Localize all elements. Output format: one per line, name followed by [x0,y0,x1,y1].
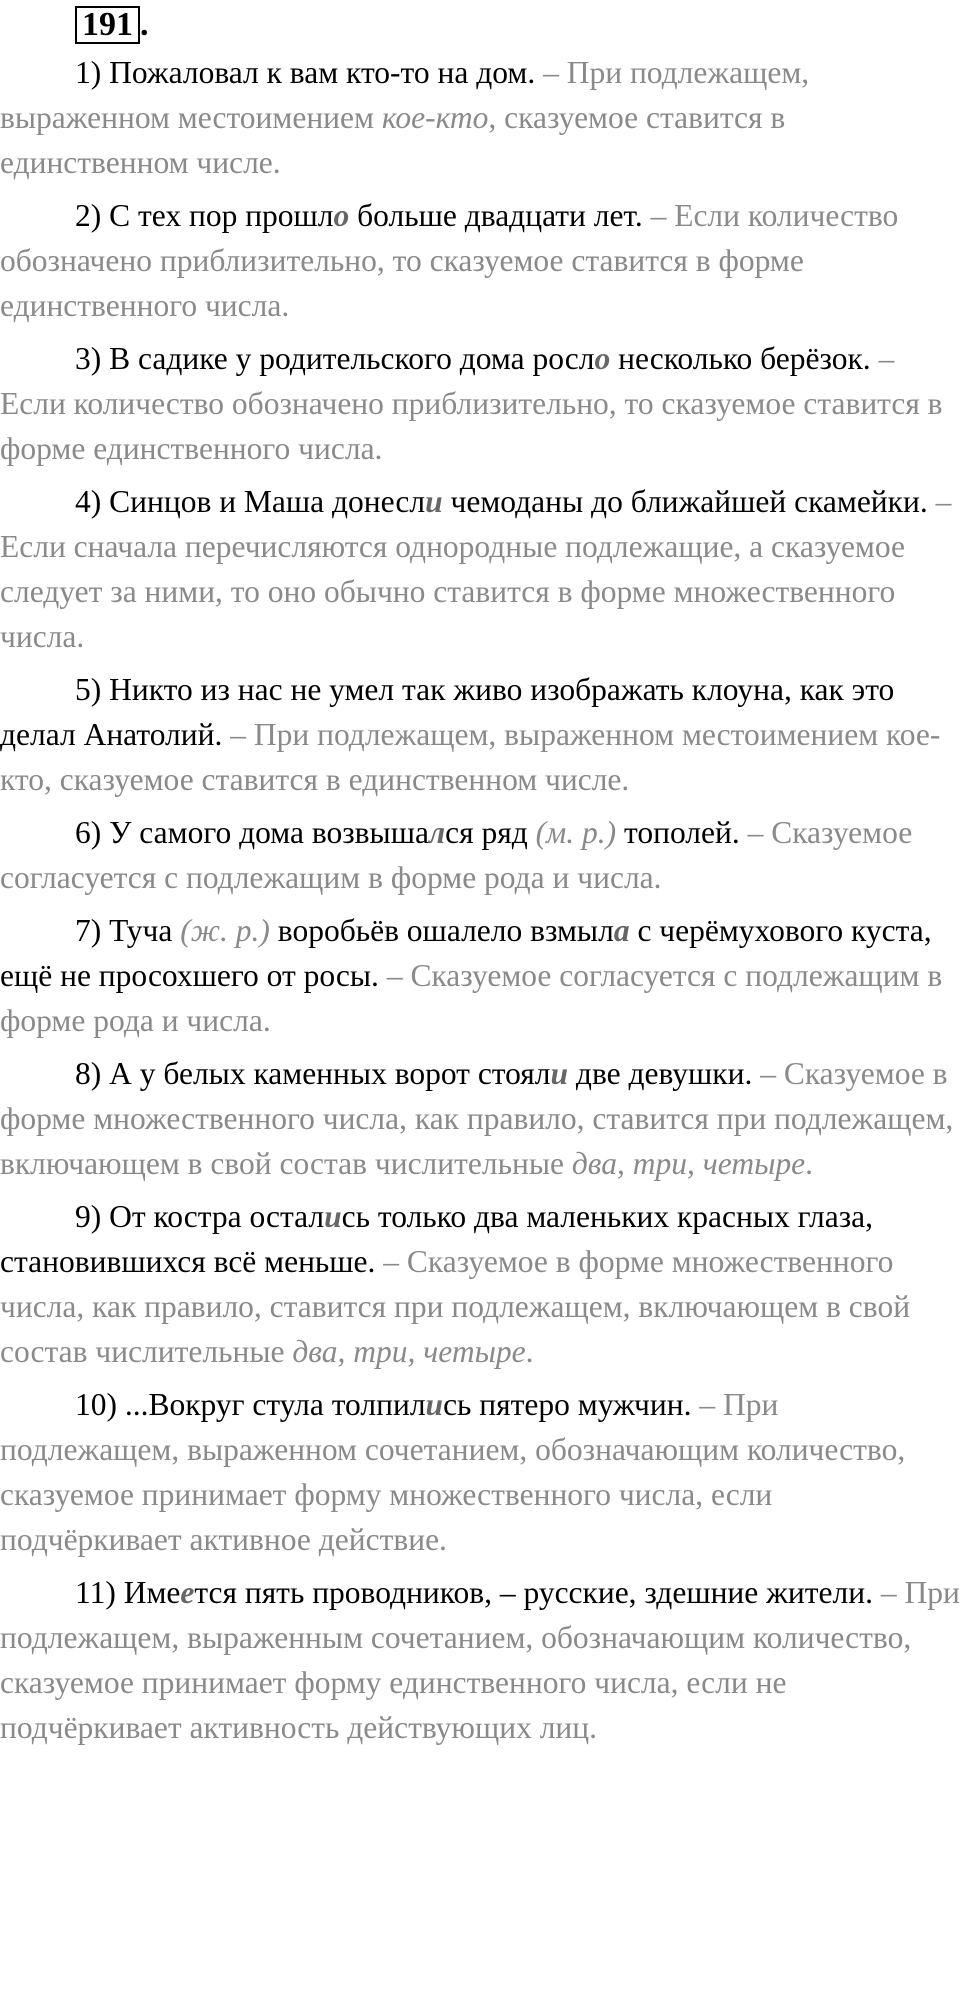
highlighted-ending: е [180,1575,195,1610]
sentence: 4) Синцов и Маша донесл [75,484,426,519]
sentence: воробьёв ошалело взмыл [269,913,614,948]
gender-note: (м. р.) [535,815,617,850]
highlighted-ending: а [613,913,630,948]
explanation: – Если сначала перечисляются однородные подлежащие, а сказуемое следует за ними, то оно обычно ставится в форме множественного числа. [0,484,952,654]
sentence: тся пять проводников, – русские, здешние жители. [194,1575,873,1610]
answer-item-11 [0,1570,960,1750]
answer-item-3 [0,336,960,471]
sentence: ся ряд [445,815,536,850]
answer-item-4 [0,479,960,659]
answer-item-2 [0,193,960,328]
answer-item-10 [0,1382,960,1562]
explanation: – При подлежащем, выраженным сочетанием, обозначающим количество, сказуемое принимает форму единственного числа, если не подчёркивает активность действующих лиц. [0,1575,960,1745]
answer-item-7 [0,908,960,1043]
explanation: – Сказуемое согласуется с подлежащим в форме рода и числа. [0,815,913,895]
explanation: – При подлежащем, выраженном местоимением кое-кто, сказуемое ставится в единственном числе. [0,55,810,180]
highlighted-ending: о [333,198,350,233]
highlighted-ending: л [428,815,446,850]
sentence: 1) Пожаловал к вам кто-то на дом. [75,55,536,90]
highlighted-ending: и [425,1387,444,1422]
explanation: – Сказуемое согласуется с подлежащим в форме рода и числа. [0,958,943,1038]
sentence: 2) С тех пор прошл [75,198,334,233]
exercise-number: 191 . [75,6,149,44]
sentence: сь пятеро мужчин. [443,1387,692,1422]
sentence: 7) Туча [75,913,181,948]
answer-item-9 [0,1194,960,1374]
highlighted-ending: о [594,341,611,376]
sentence: несколько берёзок. [610,341,871,376]
explanation: – Если количество обозначено приблизительно, то сказуемое ставится в форме единственного числа. [0,341,943,466]
example-word: кое-кто [381,100,489,135]
exercise-number-box: 191 [75,6,140,44]
explanation: – Если количество обозначено приблизительно, то сказуемое ставится в форме единственного числа. [0,198,899,323]
answer-item-6 [0,810,960,900]
sentence: чемоданы до ближайшей скамейки. [442,484,928,519]
highlighted-ending: и [425,484,443,519]
sentence: 6) У самого дома возвыша [75,815,429,850]
sentence: 8) А у белых каменных ворот стоял [75,1056,551,1091]
answer-list [0,50,960,1750]
sentence: 10) ...Вокруг стула толпил [75,1387,426,1422]
highlighted-ending: и [550,1056,569,1091]
highlighted-ending: и [324,1199,342,1234]
explanation: – Сказуемое в форме множественного числа, как правило, ставится при подлежащем, включающем в свой состав числительные два, три, четыре. [0,1056,954,1181]
sentence: 9) От костра остал [75,1199,325,1234]
answer-item-8 [0,1051,960,1186]
sentence: сь только два маленьких красных глаза, становившихся всё меньше. [0,1199,873,1279]
sentence: больше двадцати лет. [349,198,643,233]
sentence: тополей. [616,815,740,850]
explanation: – При подлежащем, выраженном сочетанием, обозначающим количество, сказуемое принимает форму множественного числа, если подчёркивает активное действие. [0,1387,906,1557]
gender-note: (ж. р.) [180,913,270,948]
answer-item-5 [0,667,960,802]
example-words: два, три, четыре [292,1334,526,1369]
example-words: два, три, четыре [571,1146,806,1181]
sentence: 5) Никто из нас не умел так живо изображать клоуна, как это делал Анатолий. [0,672,895,752]
explanation: – Сказуемое в форме множественного числа, как правило, ставится при подлежащем, включающем в свой состав числительные два, три, четыре. [0,1244,911,1369]
sentence: 3) В садике у родительского дома росл [75,341,595,376]
answer-item-1 [0,50,960,185]
sentence: две девушки. [568,1056,753,1091]
explanation: – При подлежащем, выраженном местоимением кое-кто, сказуемое ставится в единственном числе. [0,717,941,797]
sentence: 11) Име [75,1575,181,1610]
sentence: с черёмухового куста, ещё не просохшего от росы. [0,913,932,993]
